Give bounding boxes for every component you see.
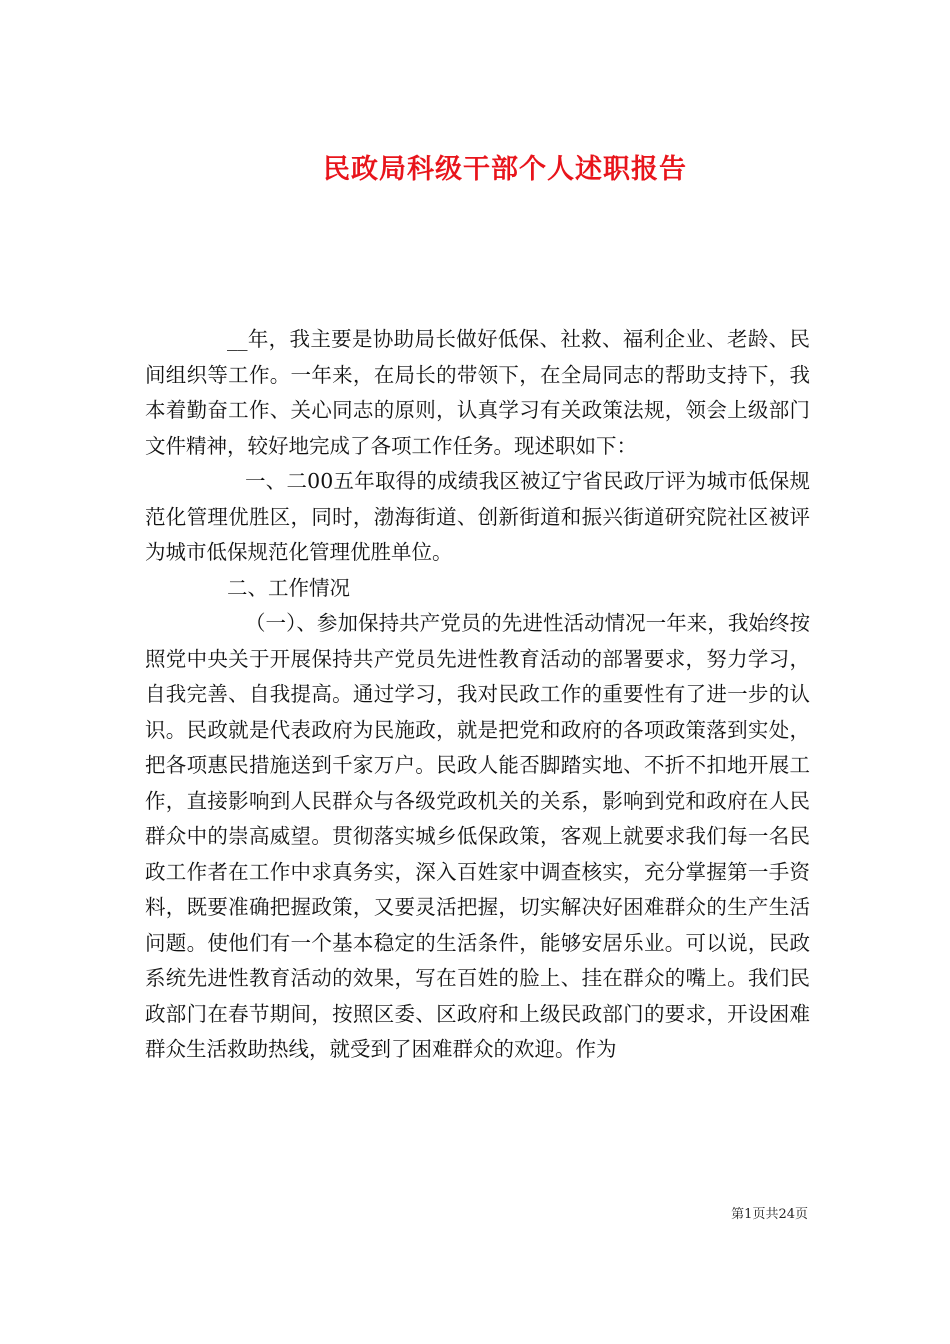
page-title: 民政局科级干部个人述职报告	[323, 154, 687, 186]
paragraph-subsection-one: （一）、参加保持共产党员的先进性活动情况一年来，我始终按照党中央关于开展保持共产党员先进性教育活动的部署要求，努力学习，自我完善、自我提高。通过学习，我对民政工作的重要性有了进一步的认识。民政就是代表政府为民施政，就是把党和政府的各项政策落到实处，把各项惠民措施送到千家万户。民政人能否脚踏实地、不折不扣地开展工作，直接影响到人民群众与各级党政机关的关系，影响到党和政府在人民群众中的崇高威望。贯彻落实城乡低保政策，客观上就要求我们每一名民政工作者在工作中求真务实，深入百姓家中调查核实，充分掌握第一手资料，既要准确把握政策，又要灵活把握，切实解决好困难群众的生产生活问题。使他们有一个基本稳定的生活条件，能够安居乐业。可以说，民政系统先进性教育活动的效果，写在百姓的脸上、挂在群众的嘴上。我们民政部门在春节期间，按照区委、区政府和上级民政部门的要求，开设困难群众生活救助热线，就受到了困难群众的欢迎。作为	[145, 611, 810, 1061]
paragraph-intro: __年，我主要是协助局长做好低保、社救、福利企业、老龄、民间组织等工作。一年来，在局长的带领下，在全局同志的帮助支持下，我本着勤奋工作、关心同志的原则，认真学习有关政策法规，领会上级部门文件精神，较好地完成了各项工作任务。现述职如下：	[145, 327, 810, 458]
page-number-footer: 第1页共24页	[731, 1207, 808, 1222]
document-body	[145, 322, 810, 1068]
heading-section-two: 二、工作情况	[227, 575, 350, 600]
paragraph-section-one: 一、二00五年取得的成绩我区被辽宁省民政厅评为城市低保规范化管理优胜区，同时，渤海街道、创新街道和振兴街道研究院社区被评为城市低保规范化管理优胜单位。	[145, 469, 810, 564]
